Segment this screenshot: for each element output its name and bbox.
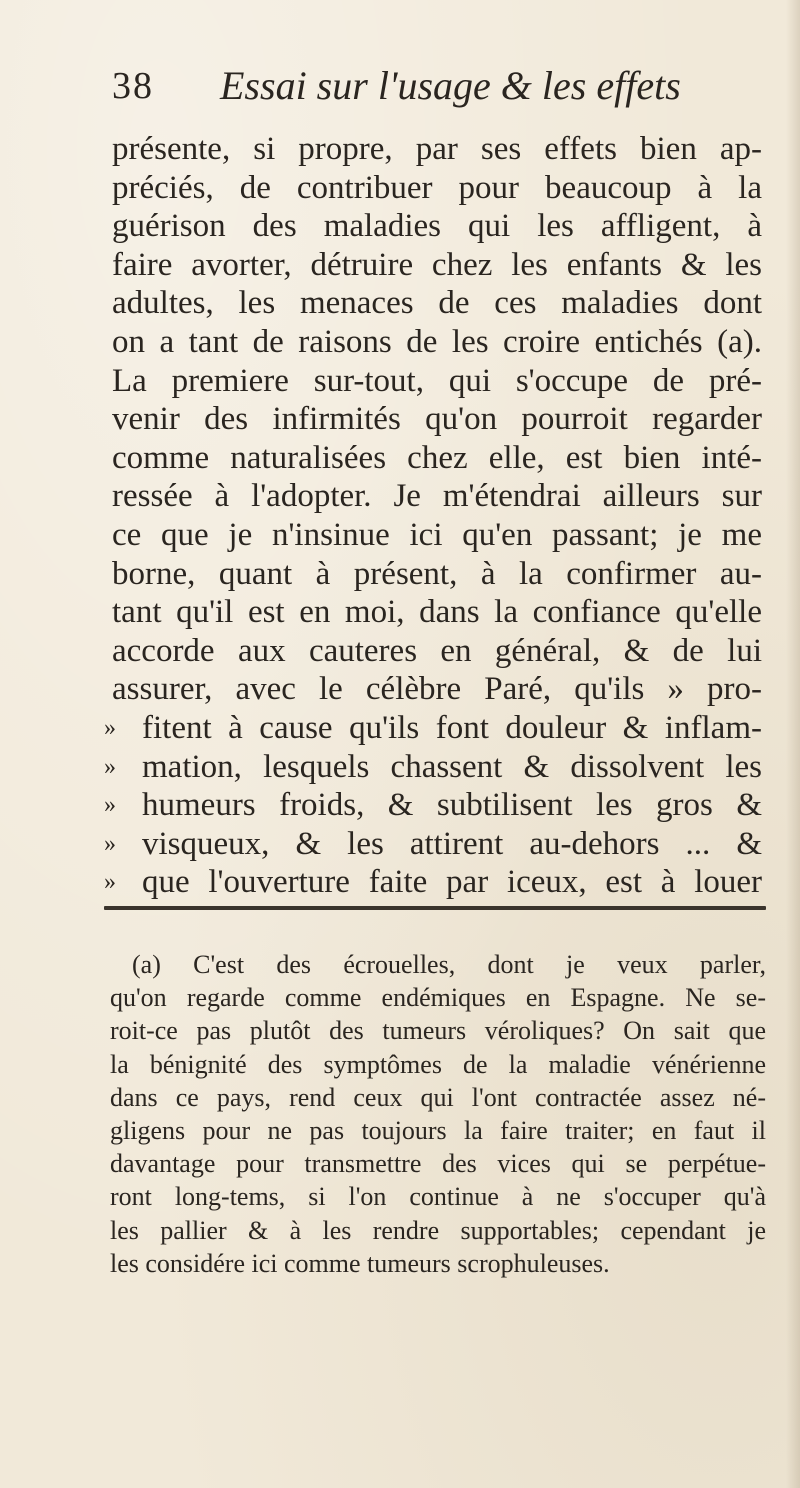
page-edge-shadow [786, 0, 800, 1488]
footnote-separator-rule [104, 906, 766, 910]
quoted-line [104, 863, 762, 902]
text-line: assurer, avec le célèbre Paré, qu'ils » pro- [112, 671, 762, 708]
quoted-line [104, 709, 762, 748]
footnote-line: la bénignité des symptômes de la maladie vénérienne [110, 1049, 766, 1079]
quoted-line-text: mation, lesquels chassent & dissolvent les [142, 748, 762, 785]
text-line: on a tant de raisons de les croire entichés (a). [112, 323, 762, 360]
text-line: ressée à l'adopter. Je m'étendrai ailleurs sur [112, 478, 762, 515]
quote-mark: » [104, 792, 116, 819]
running-title: Essai sur l'usage & les effets [220, 63, 681, 108]
text-line: accorde aux cauteres en général, & de lui [112, 632, 762, 669]
footnote-line: qu'on regarde comme endémiques en Espagne. Ne se- [110, 983, 766, 1013]
footnote-line: dans ce pays, rend ceux qui l'ont contractée assez né- [110, 1082, 766, 1112]
footnote-line: (a) C'est des écrouelles, dont je veux parler, [132, 950, 766, 979]
main-text [104, 130, 762, 902]
quoted-line [104, 786, 762, 825]
quote-mark: » [104, 753, 116, 780]
footnote-line: les pallier & à les rendre supportables; cependant je [110, 1215, 766, 1245]
text-line: guérison des maladies qui les affligent, à [112, 208, 762, 245]
page-header [112, 62, 692, 112]
footnote [110, 948, 766, 1280]
page-number: 38 [112, 65, 154, 107]
quote-mark: » [104, 714, 116, 741]
text-line: adultes, les menaces de ces maladies dont [112, 285, 762, 322]
footnote-line: roit-ce pas plutôt des tumeurs véroliques? On sait que [110, 1016, 766, 1046]
text-line: venir des infirmités qu'on pourroit regarder [112, 401, 762, 438]
quoted-line-text: fitent à cause qu'ils font douleur & inflam- [142, 709, 762, 746]
quote-mark: » [104, 830, 116, 857]
quoted-line-text: visqueux, & les attirent au-dehors ... & [142, 825, 762, 862]
footnote-line: ront long-tems, si l'on continue à ne s'occuper qu'à [110, 1182, 766, 1212]
text-line: tant qu'il est en moi, dans la confiance qu'elle [112, 594, 762, 631]
quoted-line-text: humeurs froids, & subtilisent les gros & [142, 787, 762, 824]
quote-mark: » [104, 869, 116, 896]
footnote-line: gligens pour ne pas toujours la faire traiter; en faut il [110, 1115, 766, 1145]
quoted-line-text: que l'ouverture faite par iceux, est à louer [142, 864, 762, 901]
text-line: faire avorter, détruire chez les enfants & les [112, 246, 762, 283]
text-line: borne, quant à présent, à la confirmer au- [112, 555, 762, 592]
text-line: comme naturalisées chez elle, est bien inté- [112, 439, 762, 476]
footnote-line: davantage pour transmettre des vices qui se perpétue- [110, 1149, 766, 1179]
footnote-line: les considére ici comme tumeurs scrophuleuses. [110, 1248, 610, 1278]
quoted-line [104, 748, 762, 787]
text-line: La premiere sur-tout, qui s'occupe de pré- [112, 362, 762, 399]
text-line: ce que je n'insinue ici qu'en passant; je me [112, 516, 762, 553]
text-line: préciés, de contribuer pour beaucoup à la [112, 169, 762, 206]
quoted-line [104, 825, 762, 864]
text-line: présente, si propre, par ses effets bien ap- [112, 131, 762, 167]
